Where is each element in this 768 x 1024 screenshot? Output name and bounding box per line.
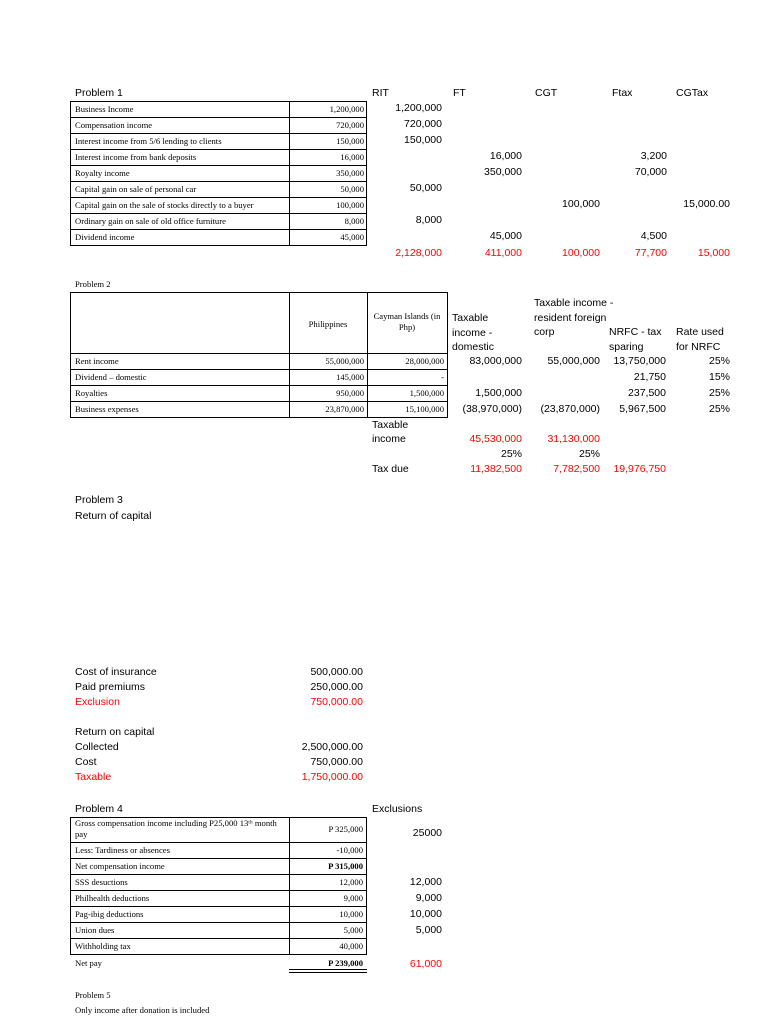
row-label: Gross compensation income including P25,000 13ᵗʰ month pay <box>75 818 277 839</box>
row-amount: 12,000 <box>339 877 363 887</box>
rate-domestic: 25% <box>500 448 522 460</box>
row-nrfc: 5,967,500 <box>619 403 666 415</box>
exclusion-label: Exclusion <box>75 696 120 708</box>
row-label: Interest income from 5/6 lending to clients <box>75 136 222 146</box>
tax-due-label: Tax due <box>372 463 409 475</box>
row-amount: 8,000 <box>344 216 364 226</box>
row-amount: 45,000 <box>340 232 364 242</box>
total-ftax: 77,700 <box>634 247 667 259</box>
total-ft: 411,000 <box>484 247 522 259</box>
row-label: Philhealth deductions <box>75 893 150 903</box>
row-rit: 720,000 <box>404 118 442 130</box>
row-nrfc: 13,750,000 <box>613 355 666 367</box>
exclusion-value: 750,000.00 <box>310 696 363 708</box>
taxable-label: Taxable <box>75 771 112 783</box>
row-label: Business Income <box>75 104 134 114</box>
row-amount: 5,000 <box>343 925 363 935</box>
row-rate: 25% <box>708 355 730 367</box>
row-philippines: 23,870,000 <box>325 404 364 414</box>
row-label: Capital gain on sale of personal car <box>75 184 197 194</box>
header-ft: FT <box>453 87 466 99</box>
row-resident: 55,000,000 <box>547 355 600 367</box>
row-label: Dividend – domestic <box>75 372 147 382</box>
rate-resident: 25% <box>578 448 600 460</box>
row-cayman: 28,000,000 <box>405 356 444 366</box>
taxable-resident: 31,130,000 <box>547 433 600 445</box>
total-rit: 2,128,000 <box>395 247 442 259</box>
row-amount: 50,000 <box>340 184 364 194</box>
row-label: Business expenses <box>75 404 139 414</box>
row-label: Dividend income <box>75 232 135 242</box>
row-label: SSS desuctions <box>75 877 128 887</box>
tax-due-nrfc: 19,976,750 <box>613 463 666 475</box>
row-ft: 350,000 <box>484 166 522 178</box>
row-amount: 720,000 <box>336 120 364 130</box>
row-nrfc: 237,500 <box>628 387 666 399</box>
row-rate: 15% <box>708 371 730 383</box>
row-ft: 45,000 <box>489 230 522 242</box>
cost-value: 750,000.00 <box>310 756 363 768</box>
row-cgt: 100,000 <box>562 198 600 210</box>
problem-2-title: Problem 2 <box>75 279 111 289</box>
problem-3-subtitle: Return of capital <box>75 510 152 522</box>
col-taxable-resident: Taxable income - resident foreign corp <box>534 297 614 338</box>
row-amount: P 315,000 <box>328 861 363 871</box>
row-label: Interest income from bank deposits <box>75 152 197 162</box>
row-domestic: (38,970,000) <box>462 403 522 415</box>
exclusions-total: 61,000 <box>409 958 442 970</box>
row-philippines: 145,000 <box>336 372 364 382</box>
problem-3-title: Problem 3 <box>75 494 123 506</box>
row-ftax: 4,500 <box>640 230 667 242</box>
row-amount: 10,000 <box>339 909 363 919</box>
row-label: Compensation income <box>75 120 153 130</box>
row-exclusion: 9,000 <box>415 892 442 904</box>
col-taxable-domestic: Taxable income - domestic <box>452 312 495 353</box>
row-exclusion: 12,000 <box>409 876 442 888</box>
problem-5-title: Problem 5 <box>75 990 111 1000</box>
row-amount: 150,000 <box>336 136 364 146</box>
header-rit: RIT <box>372 87 389 99</box>
collected-value: 2,500,000.00 <box>301 741 363 753</box>
row-label: Ordinary gain on sale of old office furniture <box>75 216 226 226</box>
row-label: Pag-ibig deductions <box>75 909 144 919</box>
row-cayman: 1,500,000 <box>409 388 444 398</box>
row-label: Royalties <box>75 388 108 398</box>
row-rit: 1,200,000 <box>395 102 442 114</box>
premiums-label: Paid premiums <box>75 681 146 693</box>
row-philippines: 55,000,000 <box>325 356 364 366</box>
row-rate: 25% <box>708 387 730 399</box>
row-label: Royalty income <box>75 168 130 178</box>
row-resident: (23,870,000) <box>540 403 600 415</box>
row-ftax: 3,200 <box>640 150 667 162</box>
row-domestic: 1,500,000 <box>475 387 522 399</box>
tax-due-resident: 7,782,500 <box>553 463 600 475</box>
header-cgt: CGT <box>535 87 558 99</box>
row-amount: -10,000 <box>336 845 363 855</box>
row-cayman: - <box>441 372 444 382</box>
row-label: Withholding tax <box>75 941 131 951</box>
col-cayman: Cayman Islands (in Php) <box>373 311 441 332</box>
row-label: Net compensation income <box>75 861 165 871</box>
cost-label: Cost <box>75 756 97 768</box>
row-nrfc: 21,750 <box>633 371 666 383</box>
insurance-label: Cost of insurance <box>75 666 157 678</box>
problem-4-title: Problem 4 <box>75 803 123 815</box>
row-label: Union dues <box>75 925 115 935</box>
row-exclusion: 5,000 <box>415 924 442 936</box>
row-amount: P 325,000 <box>328 824 363 834</box>
premiums-value: 250,000.00 <box>310 681 363 693</box>
row-ft: 16,000 <box>489 150 522 162</box>
row-rate: 25% <box>708 403 730 415</box>
net-pay-value: P 239,000 <box>328 958 363 968</box>
taxable-value: 1,750,000.00 <box>301 771 363 783</box>
total-cgt: 100,000 <box>562 247 600 259</box>
taxable-domestic: 45,530,000 <box>469 433 522 445</box>
tax-due-domestic: 11,382,500 <box>470 463 522 475</box>
net-pay-label: Net pay <box>75 958 102 968</box>
insurance-value: 500,000.00 <box>310 666 363 678</box>
header-cgtax: CGTax <box>676 87 709 99</box>
row-ftax: 70,000 <box>634 166 667 178</box>
row-amount: 40,000 <box>339 941 363 951</box>
row-rit: 50,000 <box>409 182 442 194</box>
row-amount: 350,000 <box>336 168 364 178</box>
header-ftax: Ftax <box>612 87 633 99</box>
row-amount: 1,200,000 <box>329 104 364 114</box>
col-rate: Rate used for NRFC <box>676 326 724 353</box>
problem-1-title: Problem 1 <box>75 87 123 99</box>
collected-label: Collected <box>75 741 119 753</box>
row-label: Capital gain on the sale of stocks directly to a buyer <box>75 200 254 210</box>
col-nrfc: NRFC - tax sparing <box>609 326 662 353</box>
col-philippines: Philippines <box>308 319 348 329</box>
row-cayman: 15,100,000 <box>405 404 444 414</box>
row-rit: 150,000 <box>404 134 442 146</box>
exclusions-header: Exclusions <box>372 803 423 815</box>
total-cgtax: 15,000 <box>697 247 730 259</box>
row-amount: 9,000 <box>343 893 363 903</box>
row-amount: 100,000 <box>336 200 364 210</box>
row-exclusion: 10,000 <box>409 908 442 920</box>
problem-5-subtitle: Only income after donation is included <box>75 1005 210 1015</box>
row-cgtax: 15,000.00 <box>683 198 730 210</box>
row-label: Rent income <box>75 356 119 366</box>
row-label: Less: Tardiness or absences <box>75 845 170 855</box>
taxable-income-label: Taxable income <box>372 419 409 445</box>
row-domestic: 83,000,000 <box>469 355 522 367</box>
return-on-capital-label: Return on capital <box>75 726 155 738</box>
row-philippines: 950,000 <box>336 388 364 398</box>
row-rit: 8,000 <box>415 214 442 226</box>
row-amount: 16,000 <box>340 152 364 162</box>
row-exclusion: 25000 <box>412 827 442 839</box>
